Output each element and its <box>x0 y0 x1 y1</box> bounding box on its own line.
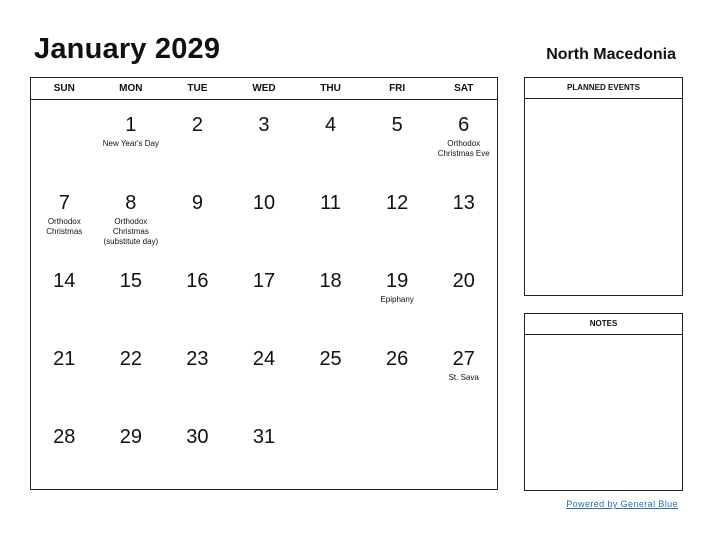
weekday-fri: FRI <box>389 83 406 94</box>
day-cell[interactable] <box>31 412 98 490</box>
day-number: 6 <box>458 114 470 136</box>
day-number: 28 <box>53 426 76 448</box>
day-cell[interactable] <box>430 256 497 334</box>
day-cell[interactable] <box>231 178 298 256</box>
weekday-mon: MON <box>119 83 143 94</box>
weekday-sat: SAT <box>454 83 474 94</box>
day-cell[interactable] <box>430 412 497 490</box>
day-number: 31 <box>252 426 276 448</box>
weekday-sun: SUN <box>53 83 75 94</box>
holiday-label: St. Sava <box>448 373 479 382</box>
day-number: 16 <box>186 270 209 292</box>
day-number: 29 <box>119 426 142 448</box>
day-number: 23 <box>186 348 209 370</box>
day-number: 24 <box>252 348 276 370</box>
day-cell[interactable] <box>98 334 165 412</box>
day-number: 8 <box>125 192 137 214</box>
day-number: 2 <box>191 114 203 136</box>
day-cell[interactable] <box>297 412 364 490</box>
day-number: 15 <box>119 270 142 292</box>
day-cell[interactable] <box>164 256 231 334</box>
planned-events-panel <box>524 77 683 296</box>
country-label: North Macedonia <box>546 46 676 63</box>
day-cell[interactable] <box>31 256 98 334</box>
day-number: 25 <box>319 348 342 370</box>
day-cell[interactable] <box>364 412 431 490</box>
day-number: 3 <box>258 114 270 136</box>
day-cell[interactable] <box>430 100 497 178</box>
day-number: 9 <box>191 192 203 214</box>
powered-by-link[interactable]: Powered by General Blue <box>566 499 678 509</box>
holiday-label: Orthodox Christmas Eve <box>437 139 490 158</box>
planned-events-title: PLANNED EVENTS <box>525 78 682 99</box>
day-number: 30 <box>186 426 209 448</box>
day-cell[interactable] <box>364 100 431 178</box>
calendar-grid <box>30 77 498 490</box>
day-cell[interactable] <box>297 256 364 334</box>
notes-title: NOTES <box>525 314 682 335</box>
day-cell[interactable] <box>164 100 231 178</box>
day-cell[interactable] <box>231 412 298 490</box>
day-cell[interactable] <box>98 178 165 256</box>
day-cell[interactable] <box>364 256 431 334</box>
weekday-wed: WED <box>252 83 276 94</box>
day-cell[interactable] <box>297 178 364 256</box>
day-cell[interactable] <box>164 178 231 256</box>
day-cell[interactable] <box>164 334 231 412</box>
day-cell[interactable] <box>364 178 431 256</box>
day-number: 7 <box>58 192 70 214</box>
day-number: 10 <box>252 192 276 214</box>
day-cell[interactable] <box>364 334 431 412</box>
day-number: 14 <box>53 270 76 292</box>
day-cell[interactable] <box>31 178 98 256</box>
day-cell[interactable] <box>164 412 231 490</box>
day-cell[interactable] <box>430 178 497 256</box>
day-number: 12 <box>386 192 409 214</box>
day-number: 21 <box>53 348 76 370</box>
weekday-tue: TUE <box>187 83 208 94</box>
day-cell[interactable] <box>231 256 298 334</box>
day-number: 5 <box>391 114 403 136</box>
day-cell[interactable] <box>231 100 298 178</box>
weekday-thu: THU <box>320 83 341 94</box>
day-cell[interactable] <box>231 334 298 412</box>
day-cell[interactable] <box>297 334 364 412</box>
days-grid <box>31 100 497 490</box>
day-number: 20 <box>452 270 475 292</box>
day-number: 19 <box>386 270 409 292</box>
notes-panel <box>524 313 683 491</box>
page-title: January 2029 <box>34 33 221 65</box>
day-cell[interactable] <box>430 334 497 412</box>
day-number: 27 <box>452 348 475 370</box>
day-number: 17 <box>252 270 276 292</box>
day-cell[interactable] <box>31 100 98 178</box>
holiday-label: Epiphany <box>380 295 414 304</box>
day-number: 4 <box>325 114 337 136</box>
weekday-header <box>31 78 497 100</box>
day-cell[interactable] <box>297 100 364 178</box>
day-number: 11 <box>320 192 341 214</box>
holiday-label: Orthodox Christmas (substitute day) <box>103 217 159 246</box>
day-number: 1 <box>125 114 137 136</box>
day-cell[interactable] <box>98 256 165 334</box>
day-number: 13 <box>452 192 475 214</box>
day-cell[interactable] <box>31 334 98 412</box>
day-cell[interactable] <box>98 100 165 178</box>
day-number: 26 <box>386 348 409 370</box>
holiday-label: New Year's Day <box>102 139 159 148</box>
holiday-label: Orthodox Christmas <box>46 217 83 236</box>
day-number: 22 <box>119 348 142 370</box>
day-cell[interactable] <box>98 412 165 490</box>
day-number: 18 <box>319 270 342 292</box>
